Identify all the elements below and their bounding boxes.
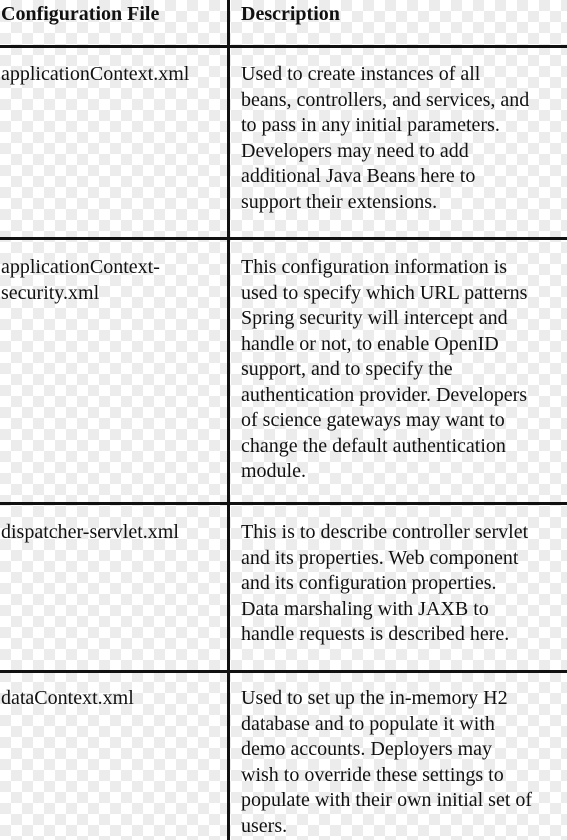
config-file-description: Used to create instances of all beans, controllers, and services, and to pass in any initial parameters. Developers may need to add additional Java Beans here to support their extensions. xyxy=(241,63,530,213)
config-file-name: dispatcher-servlet.xml xyxy=(1,521,179,543)
config-file-name: applicationContext.xml xyxy=(1,63,190,85)
config-file-description: Used to set up the in-memory H2 database and to populate it with demo accounts. Deployers may wish to override these settings to populate with their own initial set of users. xyxy=(241,687,533,837)
row-divider xyxy=(0,502,567,505)
row-divider xyxy=(0,237,567,240)
header-row-divider xyxy=(0,45,567,48)
row-divider xyxy=(0,670,567,673)
column-divider xyxy=(227,0,230,840)
column-header-description: Description xyxy=(241,3,340,25)
config-file-name: applicationContext- security.xml xyxy=(1,256,160,304)
column-header-configuration-file: Configuration File xyxy=(1,3,160,25)
config-file-description: This is to describe controller servlet and its properties. Web component and its configuration properties. Data marshaling with JAXB to handle requests is described here. xyxy=(241,521,529,645)
config-file-name: dataContext.xml xyxy=(1,687,134,709)
config-file-description: This configuration information is used to specify which URL patterns Spring security will intercept and handle or not, to enable OpenID support, and to specify the authentication provider. Developers of science gateways may want to change the default authentication module. xyxy=(241,256,528,482)
